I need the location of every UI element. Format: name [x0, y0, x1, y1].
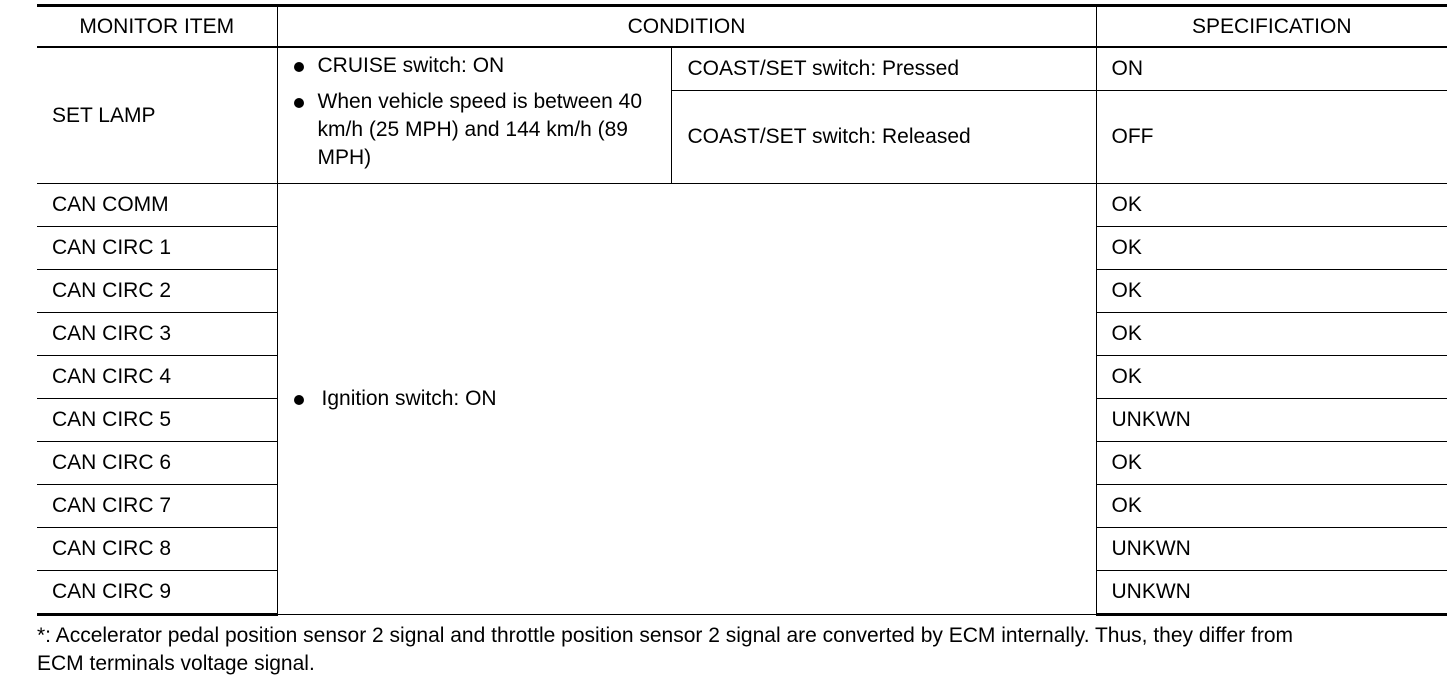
spec-can-circ-8: UNKWN	[1096, 528, 1447, 571]
footnote-line-2: ECM terminals voltage signal.	[37, 652, 315, 675]
spec-can-circ-6: OK	[1096, 442, 1447, 485]
footnote-line-1: *: Accelerator pedal position sensor 2 signal and throttle position sensor 2 signal are converted by ECM internally. Thus, they differ from	[37, 624, 1294, 647]
header-monitor-item: MONITOR ITEM	[37, 6, 277, 48]
item-can-circ-3: CAN CIRC 3	[37, 313, 277, 356]
item-can-circ-5: CAN CIRC 5	[37, 399, 277, 442]
table-row-set-lamp-on	[37, 47, 1447, 91]
bullet-ignition-switch	[294, 385, 1096, 413]
condition-set-lamp	[277, 47, 671, 184]
condition-cruise-switch: CRUISE switch: ON	[317, 54, 505, 77]
spec-can-comm: OK	[1096, 184, 1447, 227]
spec-can-circ-1: OK	[1096, 227, 1447, 270]
item-can-comm: CAN COMM	[37, 184, 277, 227]
item-set-lamp: SET LAMP	[37, 47, 277, 184]
bullet-cruise-switch	[294, 52, 671, 80]
item-can-circ-8: CAN CIRC 8	[37, 528, 277, 571]
spec-set-lamp-off: OFF	[1096, 91, 1447, 184]
item-can-circ-2: CAN CIRC 2	[37, 270, 277, 313]
item-can-circ-6: CAN CIRC 6	[37, 442, 277, 485]
bullet-dot-icon	[294, 395, 304, 405]
spec-can-circ-7: OK	[1096, 485, 1447, 528]
table-row	[37, 184, 1447, 227]
bullet-dot-icon	[294, 98, 304, 108]
header-condition: CONDITION	[277, 6, 1096, 48]
item-can-circ-4: CAN CIRC 4	[37, 356, 277, 399]
condition-ignition	[277, 184, 1096, 615]
condition-ignition-switch: Ignition switch: ON	[321, 387, 497, 410]
bullet-vehicle-speed	[294, 88, 671, 172]
condition-vehicle-speed: When vehicle speed is between 40 km/h (25 MPH) and 144 km/h (89 MPH)	[317, 90, 643, 169]
header-row	[37, 6, 1447, 48]
sub-condition-pressed: COAST/SET switch: Pressed	[671, 47, 1096, 91]
spec-set-lamp-on: ON	[1096, 47, 1447, 91]
monitor-spec-table-container	[37, 4, 1447, 616]
spec-can-circ-4: OK	[1096, 356, 1447, 399]
item-can-circ-1: CAN CIRC 1	[37, 227, 277, 270]
item-can-circ-9: CAN CIRC 9	[37, 571, 277, 615]
spec-can-circ-5: UNKWN	[1096, 399, 1447, 442]
header-specification: SPECIFICATION	[1096, 6, 1447, 48]
item-can-circ-7: CAN CIRC 7	[37, 485, 277, 528]
sub-condition-released: COAST/SET switch: Released	[671, 91, 1096, 184]
footnote	[37, 622, 1447, 678]
spec-can-circ-2: OK	[1096, 270, 1447, 313]
monitor-spec-table	[37, 4, 1447, 616]
bullet-dot-icon	[294, 62, 304, 72]
spec-can-circ-9: UNKWN	[1096, 571, 1447, 615]
spec-can-circ-3: OK	[1096, 313, 1447, 356]
